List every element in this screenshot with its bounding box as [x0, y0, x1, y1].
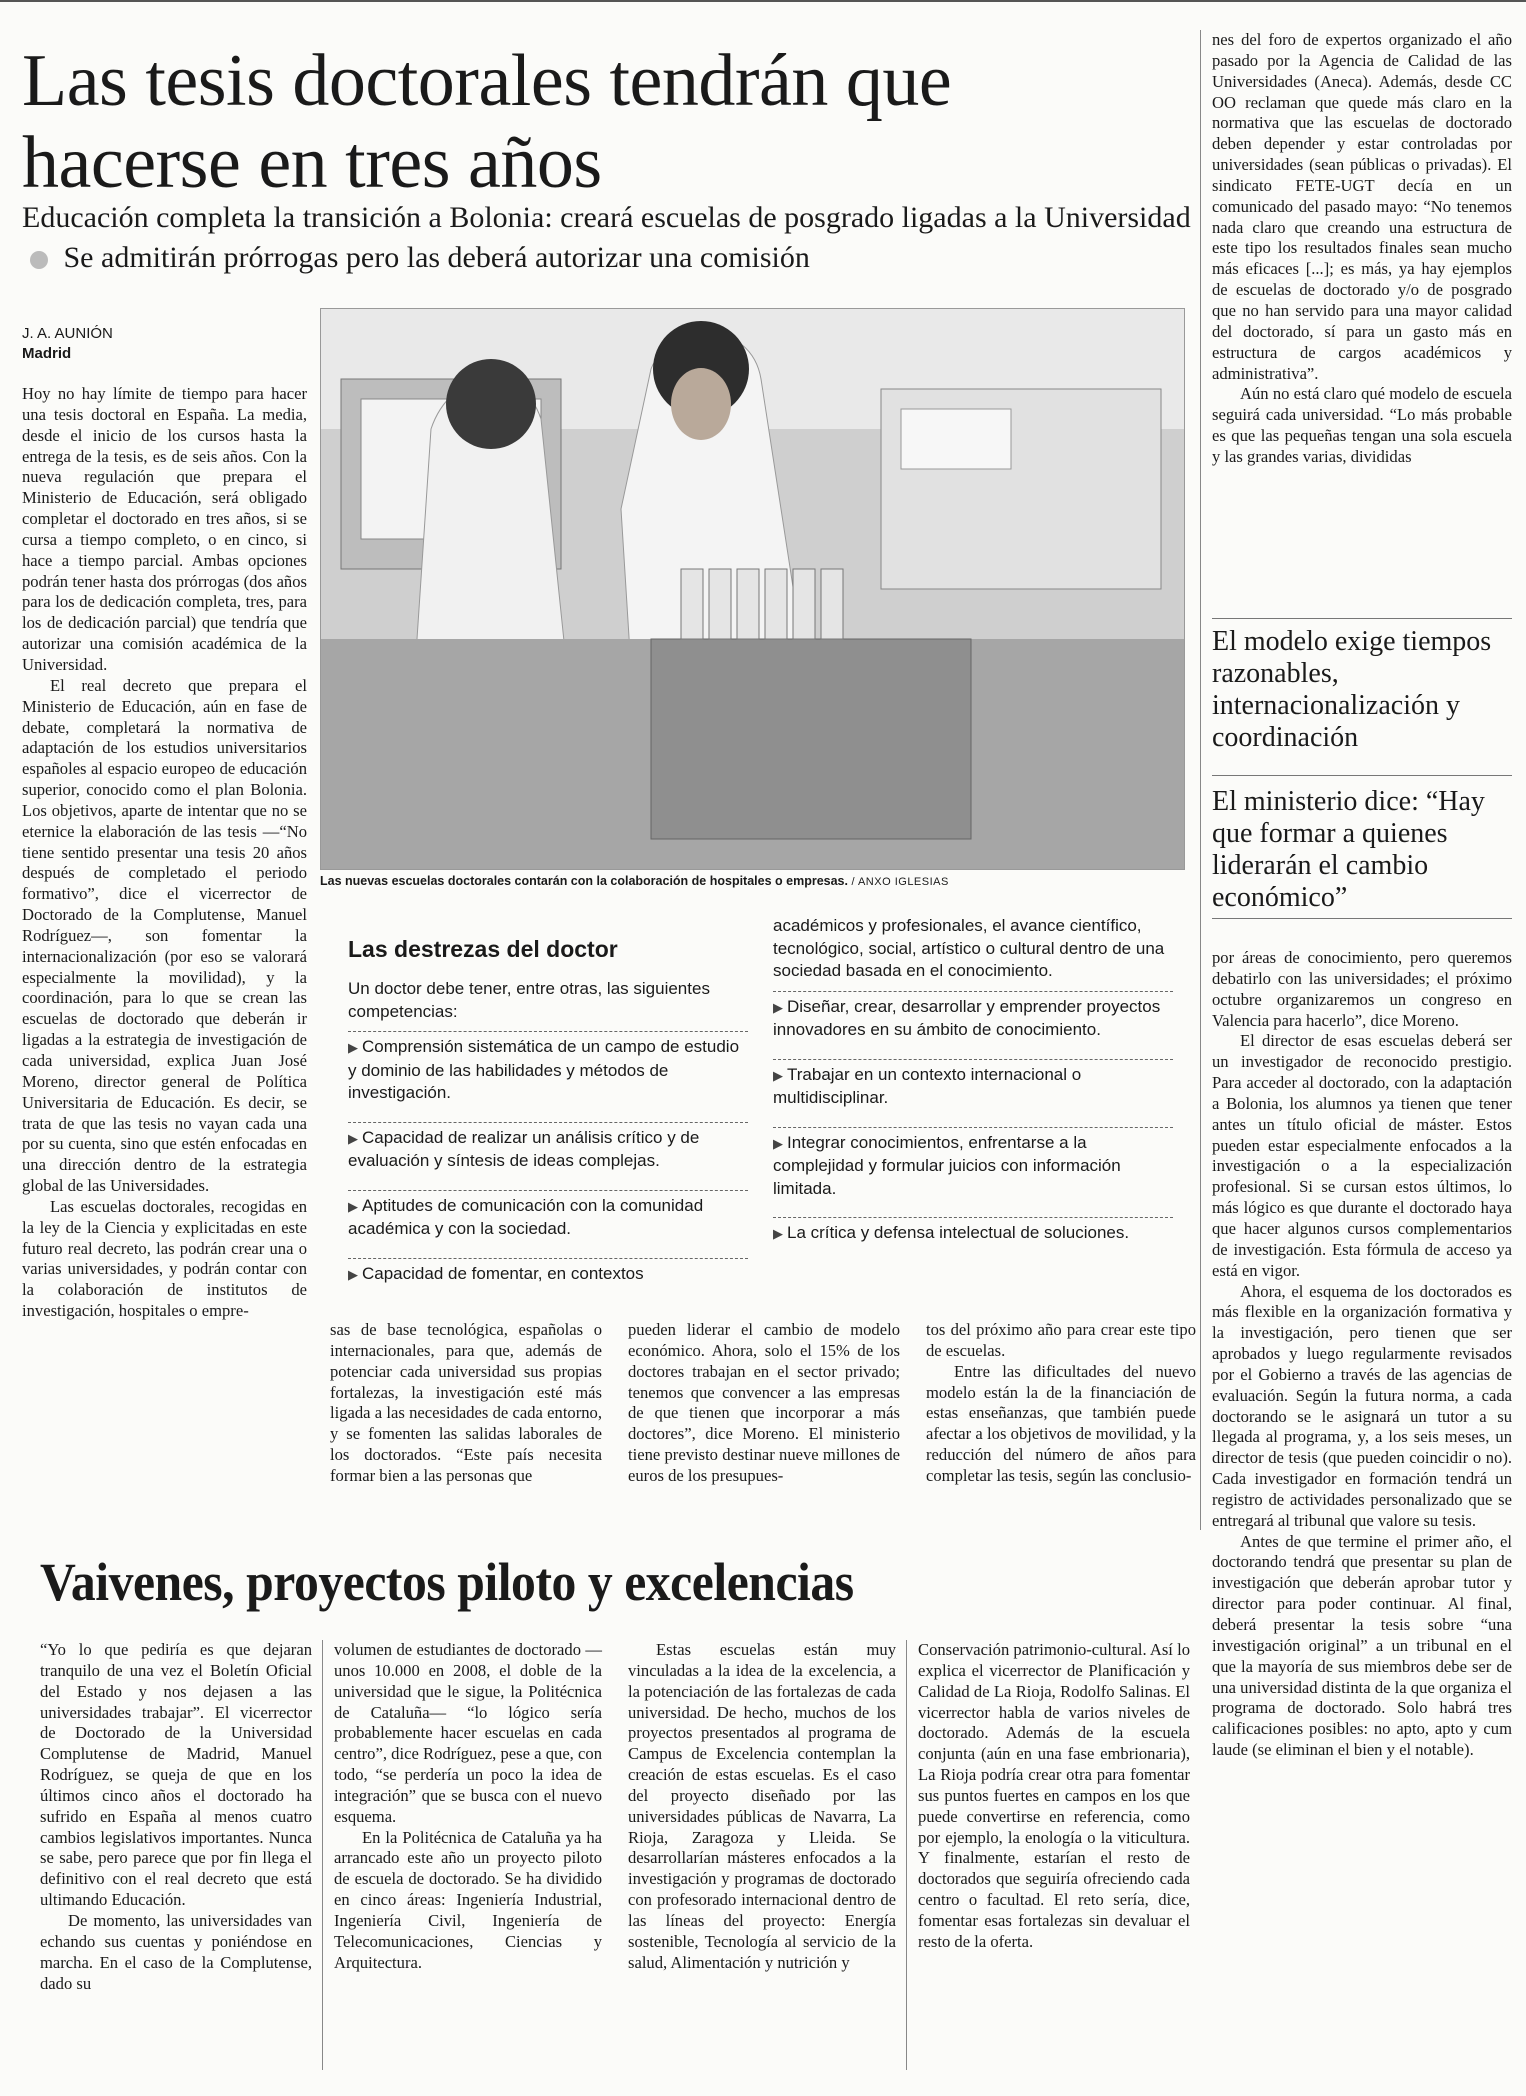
- paragraph: por áreas de conocimiento, pero queremos debatirlo con las universidades; el próximo octubre organizaremos un congreso en Valencia para hacerlo”, dice Moreno.: [1212, 948, 1512, 1030]
- paragraph: El director de esas escuelas deberá ser un investigador de reconocido prestigio. Para acceder al doctorado, con la adaptación a Bolonia, los alumnos ya tienen que tener antes un título oficial de máster. Estos pueden estar especialmente enfocados a la investigación o a la especialización profesional. Si se cursan estos últimos, lo más lógico es que durante el doctorado haya que hacer algunos cursos complementarios de investigación. Esta fórmula de acceso ya está en vigor.: [1212, 1031, 1512, 1280]
- box-left-column: [348, 978, 748, 1295]
- paragraph: tos del próximo año para crear este tipo de escuelas.: [926, 1320, 1196, 1360]
- photo-caption: [320, 873, 1190, 890]
- paragraph: sas de base tecnológica, españolas o internacionales, para que, además de potenciar cada universidad sus propias fortalezas, la investigación esté más ligada a las necesidades de cada entorno, y se fomenten las salidas laborales de los doctorados. “Este país necesita formar bien a las personas que: [330, 1320, 602, 1485]
- list-item-text: Integrar conocimientos, enfrentarse a la complejidad y formular juicios con información limitada.: [773, 1132, 1121, 1198]
- deck-part-2: Se admitirán prórrogas pero las deberá autorizar una comisión: [63, 241, 810, 274]
- triangle-bullet-icon: ▶: [773, 1226, 783, 1241]
- pull-quote-1: El modelo exige tiempos razonables, internacionalización y coordinación: [1212, 626, 1492, 753]
- list-item-text: Comprensión sistemática de un campo de estudio y dominio de las habilidades y métodos de investigación.: [348, 1037, 740, 1102]
- paragraph: Ahora, el esquema de los doctorados es más flexible en la organización formativa y la investigación, pero tienen que ser aprobados y luego regularmente revisados por el Gobierno a través de las agencias de evaluación. Según la futura norma, a cada doctorando se le asignará un tutor a su llegada al programa, y, a los seis meses, un director de tesis (que pueden coincidir o no). Cada investigador en formación tendrá un registro de actividades personalizado que se entregará al tribunal que valore su tesis.: [1212, 1281, 1512, 1530]
- box-intro-continued: académicos y profesionales, el avance científico, tecnológico, social, artístico o cultural dentro de una sociedad basada en el conocimiento.: [773, 916, 1165, 980]
- paragraph: volumen de estudiantes de doctorado —unos 10.000 en 2008, el doble de la universidad que le sigue, la Politécnica de Cataluña— “lo lógico sería probablemente hacer escuelas en cada centro”, dice Rodríguez, pese a que, con todo, “se perdería un poco la idea de integración” que se busca con el nuevo esquema.: [334, 1640, 602, 1826]
- competency-list-right: [773, 991, 1173, 1255]
- paragraph: pueden liderar el cambio de modelo económico. Ahora, solo el 15% de los doctores trabajan en el sector privado; tenemos que convencer a las empresas de que tienen que incorporar a más doctores”, dice Moreno. El ministerio tiene previsto destinar nueve millones de euros de los presupues-: [628, 1320, 900, 1485]
- lower-column-4: [918, 1640, 1190, 1953]
- byline-city: Madrid: [22, 345, 72, 362]
- list-item-text: La crítica y defensa intelectual de soluciones.: [787, 1223, 1130, 1242]
- list-item: [773, 1217, 1173, 1255]
- paragraph: Conservación patrimonio-cultural. Así lo explica el vicerrector de Planificación y Calidad de La Rioja, Rodolfo Salinas. El vicerrector habla de varios niveles de doctorado. Además de la escuela conjunta (aún en una fase embrionaria), La Rioja podría crear otra para fomentar sus puntos fuertes en campos en los que puede convertirse en referencia, como por ejemplo, la enología o la viticultura. Y finalmente, estarían el resto de doctorados que seguiría ofreciendo cada centro o facultad. El reto sería, dice, fomentar esas fortalezas sin devaluar el resto de la oferta.: [918, 1640, 1190, 1951]
- caption-text: Las nuevas escuelas doctorales contarán con la colaboración de hospitales o empresas.: [320, 874, 848, 888]
- list-item: [773, 991, 1173, 1051]
- box-intro: Un doctor debe tener, entre otras, las siguientes competencias:: [348, 979, 710, 1021]
- column-2: [330, 1320, 602, 1487]
- pull-quote-rule: [1212, 918, 1512, 919]
- pull-quote-rule: [1212, 618, 1512, 619]
- lab-photo-illustration: [321, 309, 1185, 870]
- list-item: [348, 1031, 748, 1114]
- list-item: [773, 1059, 1173, 1119]
- paragraph: El real decreto que prepara el Ministerio de Educación, aún en fase de debate, completará la normativa de adaptación de los estudios universitarios españoles al espacio europeo de educación superior, conocido como el plan Bolonia. Los objetivos, aparte de intentar que no se eternice la elaboración de las tesis —“No tiene sentido presentar una tesis 20 años después de completado el periodo formativo”, dice el vicerrector de Doctorado de la Complutense, Manuel Rodríguez—, son fomentar la internacionalización (por eso se valorará especialmente la movilidad), y la coordinación, para lo que se crean las escuelas de doctorado que deberán ir ligadas a la estrategia de investigación de cada universidad, explica Juan José Moreno, director general de Política Universitaria de Educación. Es decir, se trata de que las tesis no vayan cada una por su cuenta, sino que estén enfocadas en una dirección dentro de la estrategia global de las Universidades.: [22, 675, 307, 1196]
- list-item: [348, 1122, 748, 1182]
- column-divider: [1200, 30, 1201, 1530]
- column-3: [628, 1320, 900, 1487]
- lower-column-2: [334, 1640, 602, 1974]
- bullet-separator-icon: [30, 251, 48, 269]
- deck: [22, 198, 1202, 278]
- paragraph: De momento, las universidades van echando sus cuentas y poniéndose en marcha. En el caso de la Complutense, dado su: [40, 1910, 312, 1993]
- triangle-bullet-icon: ▶: [348, 1130, 358, 1146]
- box-right-column: [773, 915, 1173, 1255]
- top-rule: [0, 0, 1526, 2]
- paragraph: nes del foro de expertos organizado el año pasado por la Agencia de Calidad de las Universidades (Aneca). Además, desde CC OO reclaman que quede más claro en la normativa que las escuelas de doctorado deben depender y estar controladas por universidades (sean públicas o privadas). El sindicato FETE-UGT decía en un comunicado del pasado mayo: “No tenemos nada claro que creando una estructura de este tipo los resultados finales sean mucho más eficaces [...]; es más, ya hay ejemplos de escuelas de doctorado y/o de posgrado que no han servido para una mayor calidad del doctorado, sí para un gasto más en estructura de cargos académicos y administrativa”.: [1212, 30, 1512, 383]
- paragraph: Las escuelas doctorales, recogidas en la ley de la Ciencia y explicitadas en este futuro real decreto, las podrán crear una o varias universidades, y podrán contar con la colaboración de institutos de investigación, hospitales o empre-: [22, 1196, 307, 1321]
- triangle-bullet-icon: ▶: [348, 1198, 358, 1214]
- column-divider: [322, 1640, 323, 2070]
- paragraph: Estas escuelas están muy vinculadas a la idea de la excelencia, a la potenciación de las fortalezas de cada universidad. De hecho, muchos de los proyectos presentados al programa de Campus de Excelencia contemplan la creación de estas escuelas. Es el caso del proyecto diseñado por las universidades públicas de Navarra, La Rioja, Zaragoza y Lleida. Se desarrollarían másteres enfocados a la investigación y programas de doctorado con profesorado internacional dentro de las líneas del proyecto: Energía sostenible, Tecnología al servicio de la salud, Alimentación y nutrición y: [628, 1640, 896, 1972]
- photo-credit: / ANXO IGLESIAS: [851, 876, 949, 888]
- triangle-bullet-icon: ▶: [773, 1067, 783, 1083]
- list-item-text: Capacidad de fomentar, en contextos: [362, 1263, 644, 1283]
- right-column-top: [1212, 30, 1512, 468]
- paragraph: En la Politécnica de Cataluña ya ha arrancado este año un proyecto piloto de escuela de doctorado. Se ha dividido en cinco áreas: Ingeniería Industrial, Ingeniería Civil, Ingeniería de Telecomunicaciones, Ciencias y Arquitectura.: [334, 1827, 602, 1972]
- pull-quote-rule: [1212, 775, 1512, 776]
- list-item-text: Diseñar, crear, desarrollar y emprender proyectos innovadores en su ámbito de conocimiento.: [773, 996, 1161, 1039]
- lab-photo: [320, 308, 1185, 870]
- pull-quote-2: El ministerio dice: “Hay que formar a quienes liderarán el cambio económico”: [1212, 786, 1485, 913]
- list-item: [348, 1258, 748, 1296]
- column-divider: [906, 1640, 907, 2070]
- triangle-bullet-icon: ▶: [348, 1266, 358, 1282]
- list-item-text: Trabajar en un contexto internacional o multidisciplinar.: [773, 1064, 1082, 1107]
- triangle-bullet-icon: ▶: [773, 1135, 783, 1151]
- paragraph: Aún no está claro qué modelo de escuela seguirá cada universidad. “Lo más probable es que las pequeñas tengan una sola escuela y las grandes varias, divididas: [1212, 384, 1512, 466]
- deck-part-1: Educación completa la transición a Bolonia: creará escuelas de posgrado ligadas a la Universidad: [22, 201, 1191, 234]
- second-headline: Vaivenes, proyectos piloto y excelencias: [40, 1552, 854, 1612]
- box-title: Las destrezas del doctor: [348, 936, 618, 962]
- paragraph: Antes de que termine el primer año, el doctorando tendrá que presentar su plan de investigación que deberán aprobar tutor y director para poder continuar. Al final, deberá presentar la tesis sobre “una investigación original” a un tribunal en el que la mayoría de sus miembros debe ser de una universidad distinta de la que organiza el programa de doctorado. Solo habrá tres calificaciones posibles: no apto, apto y cum laude (se eliminan el bien y el notable).: [1212, 1531, 1512, 1760]
- paragraph: Entre las dificultades del nuevo modelo están la de la financiación de estas enseñanzas, que también puede afectar a los objetivos de movilidad, y la reducción del número de años para completar las tesis, según las conclusio-: [926, 1361, 1196, 1485]
- list-item-text: Capacidad de realizar un análisis crítico y de evaluación y síntesis de ideas complejas.: [348, 1127, 700, 1170]
- competency-list-left: [348, 1031, 748, 1295]
- triangle-bullet-icon: ▶: [773, 999, 783, 1015]
- lower-column-3: [628, 1640, 896, 1974]
- list-item: [348, 1190, 748, 1250]
- list-item-text: Aptitudes de comunicación con la comunidad académica y con la sociedad.: [348, 1195, 704, 1238]
- column-4: [926, 1320, 1196, 1487]
- triangle-bullet-icon: ▶: [348, 1040, 358, 1055]
- headline: Las tesis doctorales tendrán que hacerse en tres años: [22, 40, 952, 204]
- byline-author: J. A. AUNIÓN: [22, 325, 113, 342]
- right-column-bottom: [1212, 948, 1512, 1761]
- list-item: [773, 1127, 1173, 1210]
- paragraph: Hoy no hay límite de tiempo para hacer una tesis doctoral en España. La media, desde el inicio de los cursos hasta la entrega de la tesis, es de seis años. Con la nueva regulación que prepara el Ministerio de Educación, será obligado completar el doctorado en tres años, si se cursa a tiempo completo, o en cinco, si hace a tiempo parcial. Ambas opciones podrán tener hasta dos prórrogas (dos años para los de dedicación completa, tres, para los de dedicación parcial) que tendría que autorizar una comisión académica de la Universidad.: [22, 384, 307, 674]
- lower-column-1: [40, 1640, 312, 1994]
- column-1: [22, 384, 307, 1322]
- paragraph: “Yo lo que pediría es que dejaran tranquilo de una vez el Boletín Oficial del Estado y nos dejasen a las universidades trabajar”. El vicerrector de Doctorado de la Universidad Complutense de Madrid, Manuel Rodríguez, se queja de que en los últimos cinco años el doctorado ha sufrido en España al menos cuatro cambios legislativos importantes. Nunca se sabe, pero parece que por fin llega el definitivo con el real decreto que está ultimando Educación.: [40, 1640, 312, 1910]
- byline: [22, 324, 113, 364]
